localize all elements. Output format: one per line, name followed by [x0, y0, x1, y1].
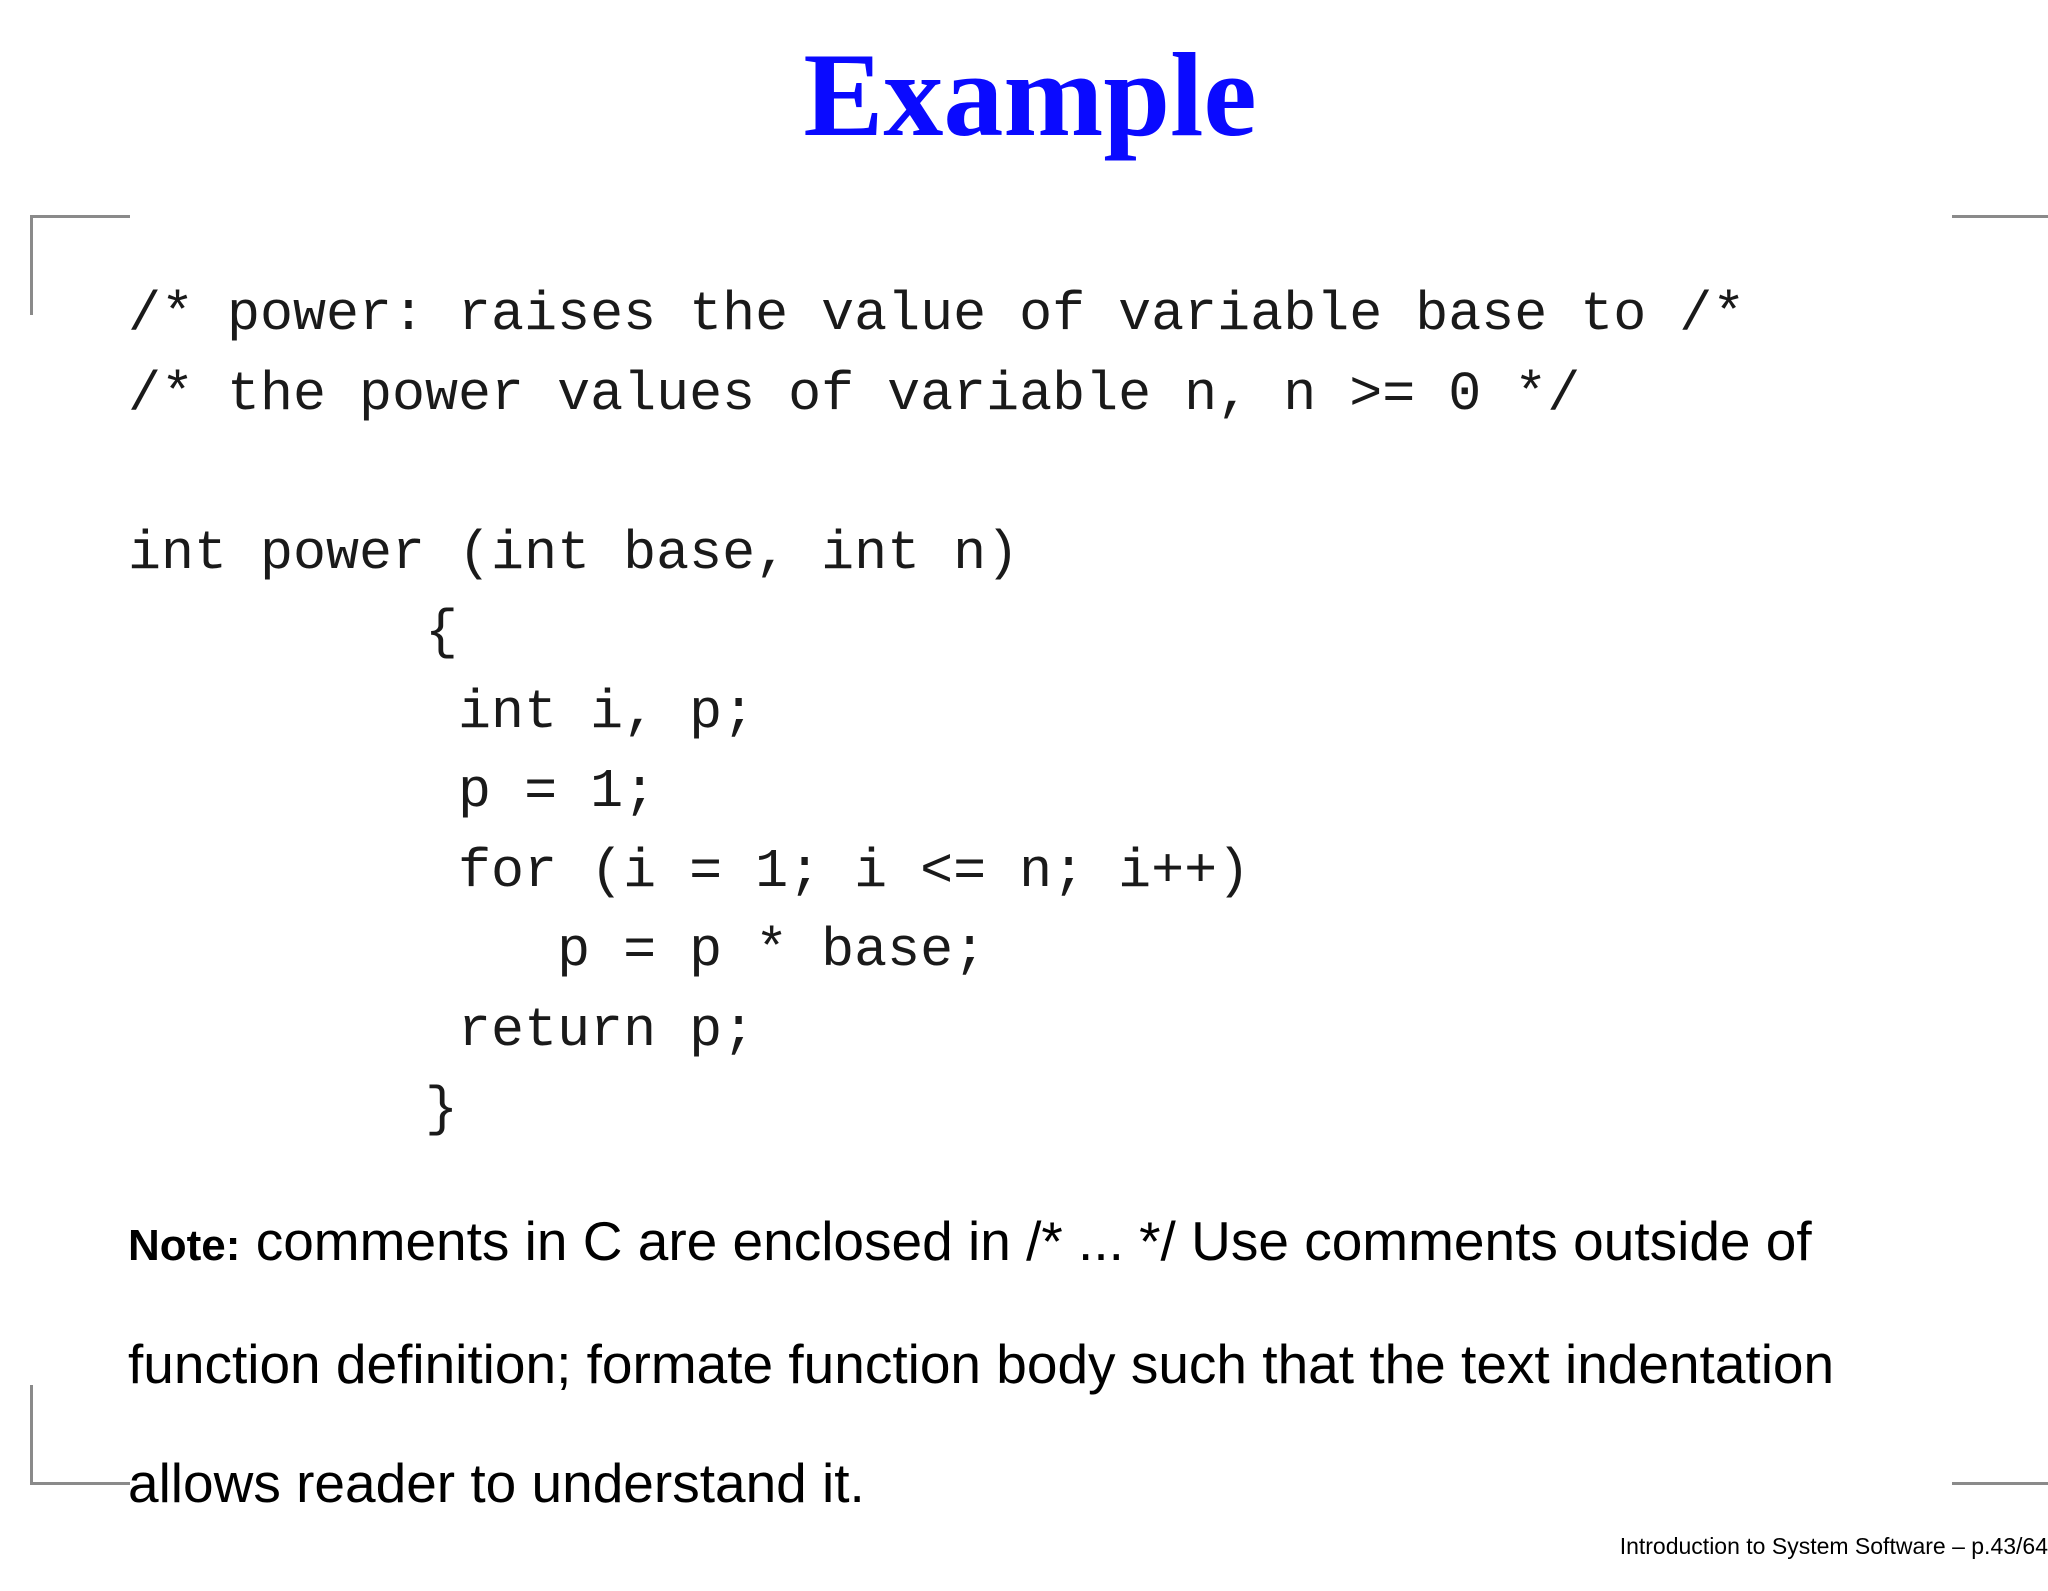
code-line: int power (int base, int n)	[128, 521, 1020, 585]
note-label: Note:	[128, 1221, 241, 1270]
code-line: p = 1;	[128, 760, 657, 823]
code-line: /* the power values of variable n, n >= 0 */	[128, 362, 1581, 426]
code-line: int i, p;	[128, 680, 756, 744]
code-line: p = p * base;	[128, 919, 987, 982]
code-block	[128, 275, 1745, 1150]
frame-corner-top-right	[1952, 215, 2048, 315]
code-line: }	[128, 1078, 459, 1141]
note-paragraph	[128, 1182, 1998, 1543]
code-line: for (i = 1; i <= n; i++)	[128, 839, 1251, 903]
slide-footer: Introduction to System Software – p.43/64	[1619, 1533, 2048, 1559]
code-line	[128, 434, 1745, 514]
code-line: return p;	[128, 998, 756, 1062]
slide-title: Example	[803, 28, 1257, 161]
frame-corner-top-left	[30, 215, 130, 315]
note-text: comments in C are enclosed in /* ... */ Use comments outside of function definition; formate function body such that the text indentation allows reader to understand it.	[128, 1210, 1835, 1514]
code-line: {	[128, 601, 459, 664]
frame-corner-bottom-left	[30, 1385, 130, 1485]
code-line: /* power: raises the value of variable base to /*	[128, 283, 1746, 346]
